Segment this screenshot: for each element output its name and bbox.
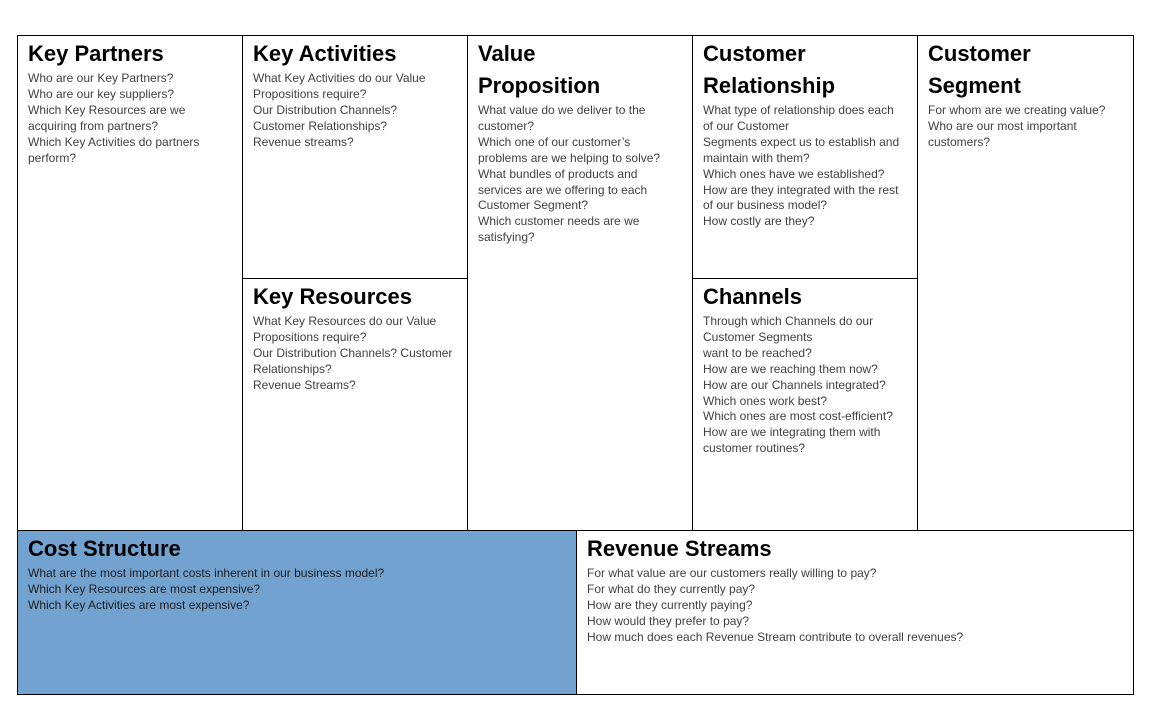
question-line: customers? — [928, 134, 991, 149]
question-line: Who are our most important — [928, 118, 1077, 133]
question-line: How much does each Revenue Stream contribute to overall revenues? — [587, 629, 964, 644]
revenue-streams-block — [576, 530, 1134, 695]
key-activities-block — [242, 35, 468, 279]
key-resources-questions — [253, 314, 457, 394]
question-line: Which Key Activities are most expensive? — [28, 597, 250, 612]
question-line: For what value are our customers really willing to pay? — [587, 566, 877, 580]
question-line: Our Distribution Channels? Customer — [253, 345, 453, 360]
title-line: Relationship — [703, 73, 836, 98]
channels-title: Channels — [703, 284, 803, 309]
question-line: How would they prefer to pay? — [587, 613, 750, 628]
question-line: satisfying? — [478, 230, 535, 245]
key-activities-questions — [253, 71, 457, 151]
title-line: Value — [478, 41, 536, 66]
channels-questions — [703, 314, 907, 457]
question-line: of our Customer — [703, 118, 790, 133]
question-line: Relationships? — [253, 361, 332, 376]
revenue-streams-title: Revenue Streams — [587, 536, 772, 561]
value-proposition-title — [478, 38, 682, 102]
question-line: Customer Segments — [703, 329, 813, 344]
question-line: How are we integrating them with — [703, 425, 881, 440]
question-line: Which Key Activities do partners — [28, 134, 200, 149]
question-line: Who are our Key Partners? — [28, 71, 174, 85]
revenue-streams-questions — [587, 566, 1123, 646]
question-line: For whom are we creating value? — [928, 103, 1106, 117]
question-line: maintain with them? — [703, 150, 810, 165]
key-resources-title: Key Resources — [253, 284, 412, 309]
cost-structure-title: Cost Structure — [28, 536, 181, 561]
question-line: Customer Segment? — [478, 198, 589, 213]
question-line: Propositions require? — [253, 86, 367, 101]
question-line: How are our Channels integrated? — [703, 377, 886, 392]
question-line: Customer Relationships? — [253, 118, 388, 133]
question-line: What bundles of products and — [478, 166, 638, 181]
customer-relationship-title — [703, 38, 907, 102]
question-line: services are we offering to each — [478, 182, 648, 197]
question-line: How costly are they? — [703, 214, 815, 229]
question-line: Which Key Resources are we — [28, 102, 186, 117]
question-line: Revenue Streams? — [253, 377, 356, 392]
question-line: perform? — [28, 150, 77, 165]
question-line: What type of relationship does each — [703, 103, 894, 117]
question-line: Which Key Resources are most expensive? — [28, 581, 261, 596]
question-line: What value do we deliver to the — [478, 103, 646, 117]
question-line: problems are we helping to solve? — [478, 150, 661, 165]
question-line: What Key Activities do our Value — [253, 71, 426, 85]
question-line: Which customer needs are we — [478, 214, 640, 229]
channels-block — [692, 278, 918, 531]
value-proposition-block — [467, 35, 693, 531]
customer-relationship-questions — [703, 103, 907, 230]
question-line: Which ones have we established? — [703, 166, 885, 181]
question-line: Which ones are most cost-efficient? — [703, 409, 893, 424]
key-partners-block — [17, 35, 243, 531]
title-line: Customer — [703, 41, 806, 66]
question-line: How are they currently paying? — [587, 597, 753, 612]
question-line: customer? — [478, 118, 535, 133]
question-line: Which one of our customer’s — [478, 134, 631, 149]
cost-structure-questions — [28, 566, 566, 614]
question-line: How are they integrated with the rest — [703, 182, 899, 197]
question-line: What Key Resources do our Value — [253, 314, 437, 328]
question-line: customer routines? — [703, 441, 806, 456]
cost-structure-block — [17, 530, 577, 695]
question-line: Propositions require? — [253, 329, 367, 344]
question-line: Through which Channels do our — [703, 314, 874, 328]
question-line: Revenue streams? — [253, 134, 354, 149]
question-line: Which ones work best? — [703, 393, 828, 408]
key-partners-questions — [28, 71, 232, 166]
customer-segment-questions — [928, 103, 1123, 151]
question-line: Our Distribution Channels? — [253, 102, 398, 117]
question-line: For what do they currently pay? — [587, 581, 756, 596]
question-line: What are the most important costs inherent in our business model? — [28, 566, 385, 580]
question-line: want to be reached? — [703, 345, 812, 360]
key-activities-title: Key Activities — [253, 41, 397, 66]
key-partners-title: Key Partners — [28, 41, 164, 66]
customer-segment-block — [917, 35, 1134, 531]
question-line: Who are our key suppliers? — [28, 86, 175, 101]
title-line: Customer — [928, 41, 1031, 66]
question-line: How are we reaching them now? — [703, 361, 878, 376]
question-line: acquiring from partners? — [28, 118, 159, 133]
value-proposition-questions — [478, 103, 682, 246]
title-line: Proposition — [478, 73, 601, 98]
key-resources-block — [242, 278, 468, 531]
title-line: Segment — [928, 73, 1021, 98]
customer-relationship-block — [692, 35, 918, 279]
customer-segment-title — [928, 38, 1123, 102]
question-line: Segments expect us to establish and — [703, 134, 900, 149]
question-line: of our business model? — [703, 198, 828, 213]
